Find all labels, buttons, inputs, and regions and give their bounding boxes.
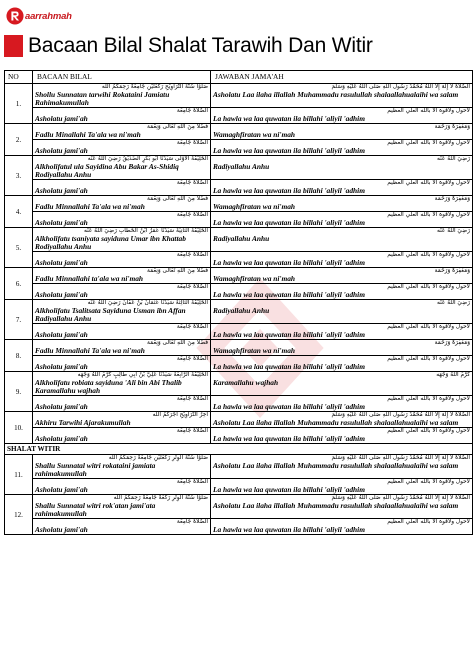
jamaah-latin-text: Wamaghfiratan wa ni'mah — [213, 346, 296, 355]
jamaah-latin-text: La hawla wa laa quwatan ila billahi 'aliyil 'adhim — [213, 402, 365, 411]
jamaah-arabic-text: لاحول ولاقوة الا بالله العلي العظيم — [387, 108, 470, 114]
table-row — [5, 356, 473, 372]
bilal-cell — [33, 124, 211, 140]
bilal-latin-text: Shallu Sunnatal witri rokataini jamiata rahimakumullah — [35, 461, 156, 478]
table-row — [5, 180, 473, 196]
bilal-arabic-text: الخَلِيْفَةُ الثَّالِثَةُ سَيِّدُنَا عُثْمَانُ بْنُ عَفَّانَ رَضِيَ اللهُ عَنْه — [87, 300, 208, 306]
bilal-latin-text: Asholatu jami'ah — [35, 330, 88, 339]
jamaah-latin-text: La hawla wa laa quwatan ila billahi 'aliyil 'adhim — [213, 485, 365, 494]
bilal-cell — [33, 324, 211, 340]
jamaah-arabic-text: وَمَغْفِرَةً وَرَحْمَة — [434, 196, 470, 202]
bilal-arabic-text: الصَّلاةُ جَامِعَة — [176, 396, 208, 402]
jamaah-arabic-text: رَضِيَ اللهُ عَنْه — [437, 228, 470, 234]
table-row — [5, 396, 473, 412]
table-row — [5, 495, 473, 519]
tarawih-rows — [5, 84, 473, 444]
jamaah-cell — [211, 479, 473, 495]
table-row — [5, 108, 473, 124]
bilal-arabic-text: الصَّلاةُ جَامِعَة — [176, 519, 208, 525]
bilal-arabic-text: الصَّلاةُ جَامِعَة — [176, 324, 208, 330]
jamaah-arabic-text: وَمَغْفِرَةً وَرَحْمَة — [434, 124, 470, 130]
jamaah-arabic-text: لاحول ولاقوة الا بالله العلي العظيم — [387, 284, 470, 290]
bilal-arabic-text: صَلُّوْا سُنَّةَ التَّرَاوِيْحِ رَكْعَتَيْنِ جَامِعَةً رَحِمَكُمُ الله — [101, 84, 208, 90]
bilal-cell — [33, 455, 211, 479]
jamaah-arabic-text: الصَّلاَةُ لاَ إِلَهَ إِلاَّ اللهُ مُحَمَّدٌ رَسُولُ اللهِ صَلَّى اللهُ عَلَيْهِ وَسَلَّمَ — [331, 412, 470, 418]
table-row — [5, 479, 473, 495]
site-logo — [6, 6, 72, 26]
jamaah-latin-text: La hawla wa laa quwatan ila billahi 'aliyil 'adhim — [213, 525, 365, 534]
bilal-arabic-text: آخِرُ التَّرَاوِيْحِ أَجْرَكُمُ الله — [152, 412, 208, 418]
jamaah-cell — [211, 140, 473, 156]
jamaah-cell — [211, 396, 473, 412]
jamaah-cell — [211, 428, 473, 444]
jamaah-cell — [211, 108, 473, 124]
jamaah-arabic-text: الصَّلاَةُ لاَ إِلَهَ إِلاَّ اللهُ مُحَمَّدٌ رَسُولُ اللهِ صَلَّى اللهُ عَلَيْهِ وَسَلَّمَ — [331, 84, 470, 90]
bilal-arabic-text: فَضْلاً مِنَ اللهِ تَعَالَى وَنِعْمَة — [147, 196, 208, 202]
bilal-cell — [33, 180, 211, 196]
jamaah-cell — [211, 340, 473, 356]
header-jamaah: JAWABAN JAMA'AH — [211, 71, 473, 84]
bilal-arabic-text: الصَّلاةُ جَامِعَة — [176, 180, 208, 186]
bilal-latin-text: Fadlu Minnallahi Ta'ala wa ni'mah — [35, 202, 145, 211]
title-accent-bar — [4, 35, 23, 57]
row-number: 11. — [5, 455, 33, 495]
jamaah-arabic-text: الصَّلاَةُ لاَ إِلَهَ إِلاَّ اللهُ مُحَمَّدٌ رَسُولُ اللهِ صَلَّى اللهُ عَلَيْهِ وَسَلَّمَ — [331, 455, 470, 461]
jamaah-latin-text: Karamallahu wajhah — [213, 378, 279, 387]
bilal-cell — [33, 196, 211, 212]
bilal-latin-text: Fadlu Minallahi Ta'ala wa ni'mah — [35, 130, 141, 139]
jamaah-arabic-text: لاحول ولاقوة الا بالله العلي العظيم — [387, 396, 470, 402]
bilal-arabic-text: فَضْلاً مِنَ اللهِ تَعَالَى وَنِعْمَة — [147, 340, 208, 346]
bilal-cell — [33, 284, 211, 300]
bilal-arabic-text: الصَّلاةُ جَامِعَة — [176, 212, 208, 218]
bilal-latin-text: Alkholifatu Tsalitsata Sayiduna Usman ibn Affan Radiyallahu Anhu — [35, 306, 186, 323]
table-row — [5, 284, 473, 300]
jamaah-arabic-text: رَضِيَ اللهُ عَنْه — [437, 300, 470, 306]
row-number: 6. — [5, 268, 33, 300]
bilal-latin-text: Asholatu jami'ah — [35, 186, 88, 195]
bilal-latin-text: Shollu Sunnatan tarwihi Rokataini Jamiatu Rahimakumullah — [35, 90, 170, 107]
jamaah-latin-text: La hawla wa laa quwatan ila billahi 'aliyil 'adhim — [213, 258, 365, 267]
jamaah-arabic-text: كَرَّمَ اللهُ وَجْهَه — [436, 372, 470, 378]
bilal-cell — [33, 428, 211, 444]
witir-section — [5, 444, 473, 455]
jamaah-cell — [211, 356, 473, 372]
jamaah-latin-text: Radiyallahu Anhu — [213, 162, 270, 171]
jamaah-arabic-text: وَمَغْفِرَةً وَرَحْمَة — [434, 268, 470, 274]
bilal-latin-text: Shallu Sunnatal witri rok'atan jami'ata rahimakumullah — [35, 501, 156, 518]
bilal-cell — [33, 300, 211, 324]
bilal-latin-text: Asholatu jami'ah — [35, 114, 88, 123]
jamaah-arabic-text: لاحول ولاقوة الا بالله العلي العظيم — [387, 519, 470, 525]
jamaah-arabic-text: لاحول ولاقوة الا بالله العلي العظيم — [387, 212, 470, 218]
jamaah-latin-text: La hawla wa laa quwatan ila billahi 'aliyil 'adhim — [213, 330, 365, 339]
jamaah-latin-text: La hawla wa laa quwatan ila billahi 'aliyil 'adhim — [213, 146, 365, 155]
jamaah-cell — [211, 284, 473, 300]
table-row — [5, 252, 473, 268]
table-row — [5, 212, 473, 228]
table-row — [5, 340, 473, 356]
table-row — [5, 324, 473, 340]
jamaah-arabic-text: لاحول ولاقوة الا بالله العلي العظيم — [387, 356, 470, 362]
jamaah-latin-text: La hawla wa laa quwatan ila billahi 'aliyil 'adhim — [213, 114, 365, 123]
bilal-cell — [33, 519, 211, 535]
bilal-latin-text: Alkholifatul ula Sayidina Abu Bakar As-Shidiq Rodiyallahu Anhu — [35, 162, 179, 179]
table-row — [5, 428, 473, 444]
bilal-arabic-text: الخَلِيْفَةُ الرَّابِعَةُ سَيِّدُنَا عَلِيُّ بْنُ أَبِي طَالِبٍ كَرَّمَ اللهُ وَجْهَه — [77, 372, 208, 378]
jamaah-arabic-text: لاحول ولاقوة الا بالله العلي العظيم — [387, 428, 470, 434]
jamaah-arabic-text: وَمَغْفِرَةً وَرَحْمَة — [434, 340, 470, 346]
bilal-latin-text: Asholatu jami'ah — [35, 485, 88, 494]
bilal-arabic-text: فَضْلاً مِنَ اللهِ تَعَالَى وَنِعْمَة — [147, 124, 208, 130]
bilal-arabic-text: الصَّلاةُ جَامِعَة — [176, 479, 208, 485]
bilal-cell — [33, 212, 211, 228]
jamaah-arabic-text: الصَّلاَةُ لاَ إِلَهَ إِلاَّ اللهُ مُحَمَّدٌ رَسُولُ اللهِ صَلَّى اللهُ عَلَيْهِ وَسَلَّمَ — [331, 495, 470, 501]
jamaah-cell — [211, 519, 473, 535]
row-number: 5. — [5, 228, 33, 268]
bilal-cell — [33, 372, 211, 396]
row-number: 1. — [5, 84, 33, 124]
row-number: 7. — [5, 300, 33, 340]
bilal-cell — [33, 108, 211, 124]
recitation-table — [4, 70, 473, 535]
header-bilal: BACAAN BILAL — [33, 71, 211, 84]
bilal-arabic-text: صَلُّوْا سُنَّةَ الوِتْرِ رَكْعَةً جَامِعَةً رَحِمَكُمُ الله — [113, 495, 208, 501]
witir-rows — [5, 455, 473, 535]
jamaah-latin-text: Wamaghfiratan wa ni'mah — [213, 274, 296, 283]
jamaah-cell — [211, 455, 473, 479]
jamaah-latin-text: Asholatu Laa ilaha illallah Muhammadu rasulullah shalaallahualaihi wa salam — [213, 90, 459, 99]
row-number: 3. — [5, 156, 33, 196]
bilal-cell — [33, 228, 211, 252]
jamaah-arabic-text: لاحول ولاقوة الا بالله العلي العظيم — [387, 140, 470, 146]
table-row — [5, 124, 473, 140]
section-heading-row — [5, 444, 473, 455]
bilal-cell — [33, 252, 211, 268]
jamaah-latin-text: Radiyallahu Anhu — [213, 306, 270, 315]
bilal-cell — [33, 140, 211, 156]
jamaah-cell — [211, 372, 473, 396]
jamaah-cell — [211, 252, 473, 268]
bilal-latin-text: Asholatu jami'ah — [35, 434, 88, 443]
jamaah-arabic-text: لاحول ولاقوة الا بالله العلي العظيم — [387, 252, 470, 258]
table-row — [5, 519, 473, 535]
jamaah-cell — [211, 324, 473, 340]
jamaah-cell — [211, 495, 473, 519]
jamaah-cell — [211, 228, 473, 252]
bilal-cell — [33, 479, 211, 495]
jamaah-latin-text: La hawla wa laa quwatan ila billahi 'aliyil 'adhim — [213, 362, 365, 371]
jamaah-cell — [211, 412, 473, 428]
bilal-cell — [33, 268, 211, 284]
jamaah-cell — [211, 300, 473, 324]
jamaah-cell — [211, 156, 473, 180]
bilal-latin-text: Akhiru Tarwihi Ajarakumullah — [35, 418, 131, 427]
table-row — [5, 196, 473, 212]
jamaah-arabic-text: لاحول ولاقوة الا بالله العلي العظيم — [387, 324, 470, 330]
bilal-arabic-text: الصَّلاةُ جَامِعَة — [176, 284, 208, 290]
jamaah-latin-text: La hawla wa laa quwatan ila billahi 'aliyil 'adhim — [213, 290, 365, 299]
bilal-cell — [33, 356, 211, 372]
bilal-cell — [33, 340, 211, 356]
jamaah-latin-text: La hawla wa laa quwatan ila billahi 'aliyil 'adhim — [213, 186, 365, 195]
page-header — [4, 34, 373, 58]
table-row — [5, 140, 473, 156]
bilal-latin-text: Fadlu Minnallahi ta'ala wa ni'mah — [35, 274, 144, 283]
jamaah-latin-text: Wamaghfiratan wa ni'mah — [213, 202, 296, 211]
table-row — [5, 228, 473, 252]
jamaah-latin-text: Wamaghfiratan wa ni'mah — [213, 130, 296, 139]
section-witir-label: SHALAT WITIR — [5, 444, 473, 455]
jamaah-cell — [211, 84, 473, 108]
bilal-latin-text: Asholatu jami'ah — [35, 146, 88, 155]
bilal-arabic-text: صَلُّوْا سُنَّةَ الوِتْرِ رَكْعَتَيْنِ جَامِعَةً رَحِمَكُمُ الله — [108, 455, 208, 461]
row-number: 12. — [5, 495, 33, 535]
bilal-arabic-text: الصَّلاةُ جَامِعَة — [176, 252, 208, 258]
bilal-arabic-text: الصَّلاةُ جَامِعَة — [176, 140, 208, 146]
row-number: 8. — [5, 340, 33, 372]
table-row — [5, 268, 473, 284]
table-row — [5, 412, 473, 428]
jamaah-cell — [211, 212, 473, 228]
jamaah-arabic-text: رَضِيَ اللهُ عَنْه — [437, 156, 470, 162]
bilal-cell — [33, 396, 211, 412]
bilal-latin-text: Alkholifatu robiata sayiduna 'Ali bin Abi Thalib Karamallahu wajhah — [35, 378, 182, 395]
bilal-arabic-text: الصَّلاةُ جَامِعَة — [176, 428, 208, 434]
table-header-row — [5, 71, 473, 84]
jamaah-cell — [211, 124, 473, 140]
jamaah-latin-text: Asholatu Laa ilaha illallah Muhammadu rasulullah shalaallahualaihi wa salam — [213, 501, 459, 510]
row-number: 4. — [5, 196, 33, 228]
table-row — [5, 156, 473, 180]
bilal-arabic-text: الخَلِيْفَةُ الثَّانِيَةُ سَيِّدُنَا عُمَرُ ابْنُ الخَطَّابِ رَضِيَ اللهُ عَنْه — [84, 228, 208, 234]
bilal-latin-text: Fadlu Minnallahi Ta'ala wa ni'mah — [35, 346, 145, 355]
bilal-arabic-text: الصَّلاةُ جَامِعَة — [176, 356, 208, 362]
bilal-latin-text: Alkholifatu tsaniyata sayiduna Umar ibn Khattab Rodiyallahu Anhu — [35, 234, 186, 251]
row-number: 10. — [5, 412, 33, 444]
jamaah-latin-text: La hawla wa laa quwatan ila billahi 'aliyil 'adhim — [213, 218, 365, 227]
jamaah-cell — [211, 180, 473, 196]
bilal-latin-text: Asholatu jami'ah — [35, 525, 88, 534]
table-row — [5, 84, 473, 108]
jamaah-arabic-text: لاحول ولاقوة الا بالله العلي العظيم — [387, 479, 470, 485]
bilal-latin-text: Asholatu jami'ah — [35, 290, 88, 299]
bilal-arabic-text: الخَلِيْفَةُ الأُوْلَى سَيِّدُنَا أَبُو بَكْرٍ الصِّدِّيْقُ رَضِيَ اللهُ عَنْه — [87, 156, 208, 162]
bilal-latin-text: Asholatu jami'ah — [35, 258, 88, 267]
page-title: Bacaan Bilal Shalat Tarawih Dan Witir — [28, 34, 373, 57]
bilal-cell — [33, 495, 211, 519]
bilal-latin-text: Asholatu jami'ah — [35, 402, 88, 411]
bilal-cell — [33, 84, 211, 108]
bilal-cell — [33, 412, 211, 428]
table-row — [5, 300, 473, 324]
jamaah-cell — [211, 196, 473, 212]
bilal-arabic-text: فَضْلاً مِنَ اللهِ تَعَالَى وَنِعْمَة — [147, 268, 208, 274]
logo-text: aarrahmah — [25, 10, 72, 22]
jamaah-cell — [211, 268, 473, 284]
jamaah-latin-text: Radiyallahu Anhu — [213, 234, 270, 243]
row-number: 2. — [5, 124, 33, 156]
logo-mark-icon — [6, 7, 24, 25]
jamaah-latin-text: Asholatu Laa ilaha illallah Muhammadu rasulullah shalaallahualaihi wa salam — [213, 461, 459, 470]
jamaah-latin-text: Asholatu Laa ilaha illallah Muhammadu rasulullah shalaallahualaihi wa salam — [213, 418, 459, 427]
table-row — [5, 372, 473, 396]
bilal-cell — [33, 156, 211, 180]
bilal-latin-text: Asholatu jami'ah — [35, 218, 88, 227]
jamaah-arabic-text: لاحول ولاقوة الا بالله العلي العظيم — [387, 180, 470, 186]
header-no: NO — [5, 71, 33, 84]
bilal-arabic-text: الصَّلاةُ جَامِعَة — [176, 108, 208, 114]
bilal-latin-text: Asholatu jami'ah — [35, 362, 88, 371]
jamaah-latin-text: La hawla wa laa quwatan ila billahi 'aliyil 'adhim — [213, 434, 365, 443]
table-row — [5, 455, 473, 479]
row-number: 9. — [5, 372, 33, 412]
